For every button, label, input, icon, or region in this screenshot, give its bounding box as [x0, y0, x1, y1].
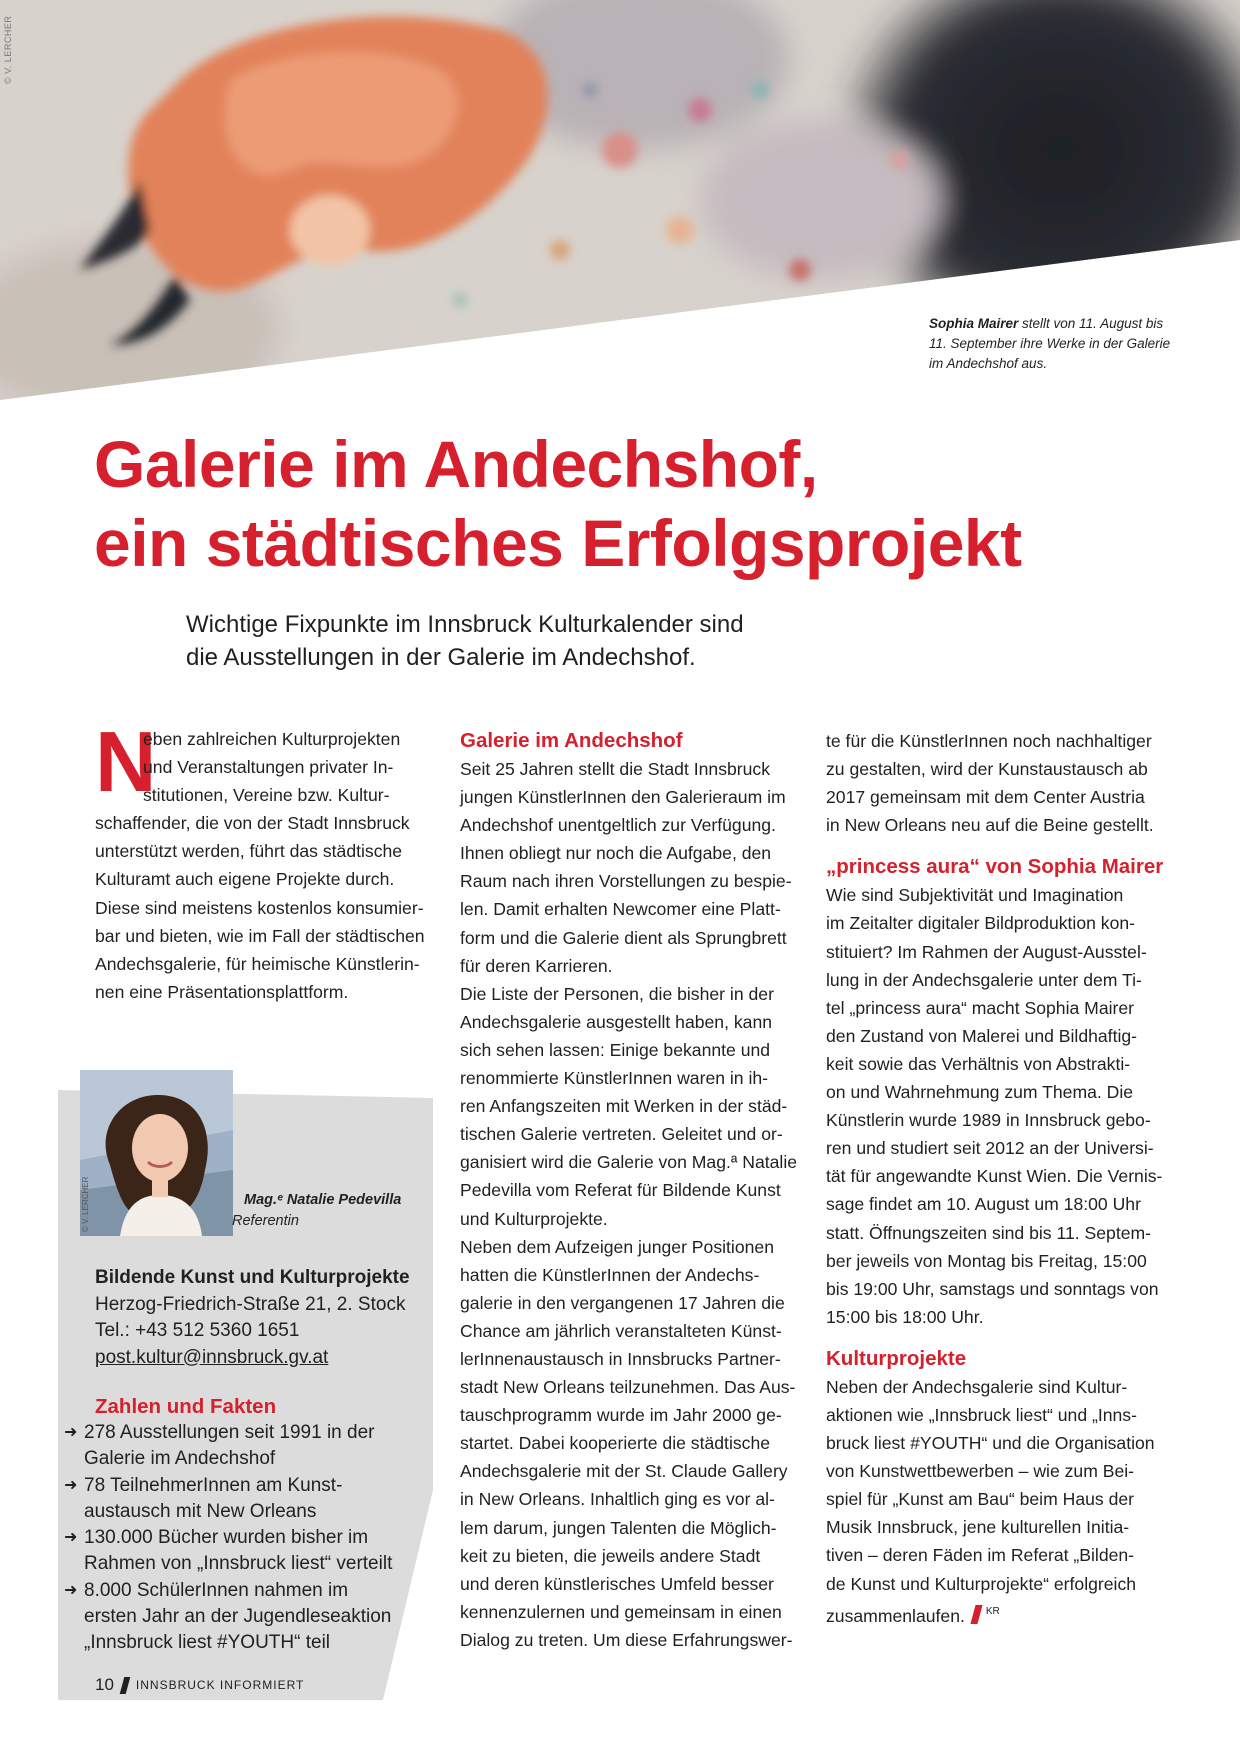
- headline-line: ein städtisches Erfolgsprojekt: [94, 506, 1022, 580]
- list-item: [64, 1473, 392, 1526]
- body-line: bruck liest #YOUTH“ und die Organisation: [826, 1433, 1155, 1454]
- intro-line: nen eine Präsentationsplattform.: [95, 981, 349, 1002]
- body-line: aktionen wie „Innsbruck liest“ und „Inns-: [826, 1404, 1137, 1425]
- body-line: kennenzulernen und gemeinsam in einen: [460, 1601, 782, 1622]
- body-line: Neben dem Aufzeigen junger Positionen: [460, 1236, 774, 1257]
- fact-line: austausch mit New Orleans: [84, 1500, 317, 1522]
- body-line: zu gestalten, wird der Kunstaustausch ab: [826, 759, 1148, 780]
- last-line-text: zusammenlaufen.: [826, 1605, 965, 1626]
- lead-line: die Ausstellungen in der Galerie im Andechshof.: [186, 644, 696, 671]
- body-line: Neben der Andechsgalerie sind Kultur-: [826, 1376, 1128, 1397]
- caption-line: stellt von 11. August bis: [1018, 316, 1164, 331]
- body-line: on und Wahrnehmung zum Thema. Die: [826, 1082, 1134, 1103]
- body-line: ber jeweils von Montag bis Freitag, 15:00: [826, 1250, 1147, 1271]
- body-line: tauschprogramm wurde im Jahr 2000 ge-: [460, 1405, 782, 1426]
- section-heading: Galerie im Andechshof: [460, 729, 683, 752]
- body-line: statt. Öffnungszeiten sind bis 11. Septem-: [826, 1222, 1152, 1243]
- page-number: 10: [95, 1675, 114, 1694]
- body-line: Andechsgalerie ausgestellt haben, kann: [460, 1011, 773, 1032]
- lead-line: Wichtige Fixpunkte im Innsbruck Kulturkalender sind: [186, 611, 744, 638]
- body-line: galerie in den vergangenen 17 Jahren die: [460, 1292, 785, 1313]
- contact-block: [95, 1265, 410, 1371]
- body-line: sage findet am 10. August um 18:00 Uhr: [826, 1194, 1141, 1215]
- list-item: [64, 1420, 392, 1473]
- body-line: stituiert? Im Rahmen der August-Ausstel-: [826, 941, 1147, 962]
- contact-phone: Tel.: +43 512 5360 1651: [95, 1320, 300, 1341]
- body-line: Ihnen obliegt nur noch die Aufgabe, den: [460, 843, 772, 864]
- intro-column: [95, 715, 425, 1006]
- body-line: Die Liste der Personen, die bisher in der: [460, 983, 774, 1004]
- fact-line: 278 Ausstellungen seit 1991 in der: [84, 1422, 375, 1443]
- contact-address: Herzog-Friedrich-Straße 21, 2. Stock: [95, 1293, 406, 1315]
- body-line: keit sowie das Verhältnis von Abstrakti-: [826, 1053, 1131, 1074]
- intro-line: Andechsgalerie, für heimische Künstlerin-: [95, 953, 420, 974]
- facts-list: [64, 1420, 392, 1657]
- intro-line: bar und bieten, wie im Fall der städtischen: [95, 925, 425, 946]
- body-line: von Kunstwettbewerben – wie zum Bei-: [826, 1461, 1135, 1482]
- fact-line: „Innsbruck liest #YOUTH“ teil: [84, 1632, 331, 1654]
- body-line: Chance am jährlich veranstalteten Künst-: [460, 1320, 782, 1341]
- body-line: tischen Galerie vertreten. Geleitet und or-: [460, 1124, 783, 1145]
- body-line: und deren künstlerisches Umfeld besser: [460, 1573, 774, 1594]
- caption-line: im Andechshof aus.: [929, 356, 1048, 371]
- body-line: Musik Innsbruck, jene kulturellen Initia-: [826, 1517, 1130, 1538]
- facts-heading: Zahlen und Fakten: [95, 1395, 277, 1418]
- body-line: jungen KünstlerInnen den Galerieraum im: [460, 787, 786, 808]
- body-line: 2017 gemeinsam mit dem Center Austria: [826, 787, 1145, 808]
- intro-line: Kulturamt auch eigene Projekte durch.: [95, 869, 395, 890]
- contact-email-link[interactable]: post.kultur@innsbruck.gv.at: [95, 1346, 329, 1368]
- article-headline: [94, 425, 1204, 583]
- list-item: [64, 1578, 392, 1657]
- body-line: in New Orleans neu auf die Beine gestellt.: [826, 815, 1154, 836]
- headline-line: Galerie im Andechshof,: [94, 427, 818, 501]
- article-column-2: [460, 727, 800, 1654]
- intro-line: unterstützt werden, führt das städtische: [95, 841, 403, 862]
- body-line: de Kunst und Kulturprojekte“ erfolgreich: [826, 1573, 1137, 1594]
- slash-icon: [120, 1677, 131, 1694]
- article-lead: [186, 608, 886, 674]
- body-line: sich sehen lassen: Einige bekannte und: [460, 1039, 771, 1060]
- body-line: bis 19:00 Uhr, samstags und sonntags von: [826, 1278, 1159, 1299]
- body-line: len. Damit erhalten Newcomer eine Platt-: [460, 899, 781, 920]
- fact-line: 8.000 SchülerInnen nahmen im: [84, 1579, 349, 1601]
- body-line: Pedevilla vom Referat für Bildende Kunst: [460, 1180, 781, 1201]
- body-line: ganisiert wird die Galerie von Mag.ª Natalie: [460, 1152, 798, 1173]
- fact-line: ersten Jahr an der Jugendleseaktion: [84, 1606, 392, 1628]
- photo-caption: [929, 314, 1179, 374]
- body-line: tiven – deren Fäden im Referat „Bilden-: [826, 1545, 1135, 1566]
- drop-cap: N: [95, 715, 157, 810]
- body-line: Seit 25 Jahren stellt die Stadt Innsbruck: [460, 759, 771, 779]
- author-initials: KR: [985, 1605, 1000, 1617]
- body-line: renommierte KünstlerInnen waren in ih-: [460, 1068, 769, 1089]
- person-role: Referentin: [232, 1213, 299, 1229]
- body-line: tät für angewandte Kunst Wien. Die Vernis-: [826, 1166, 1163, 1187]
- body-line: und Kulturprojekte.: [460, 1208, 608, 1229]
- body-line-last: [826, 1598, 1166, 1630]
- body-line: lerInnenaustausch in Innsbrucks Partner-: [460, 1348, 781, 1369]
- body-line: lung in der Andechsgalerie unter dem Ti-: [826, 969, 1142, 990]
- list-item: [64, 1525, 392, 1578]
- intro-line: und Veranstaltungen privater In-: [143, 757, 394, 778]
- arrow-right-icon: ➜: [64, 1476, 78, 1494]
- caption-line: 11. September ihre Werke in der Galerie: [929, 336, 1171, 351]
- section-heading: „princess aura“ von Sophia Mairer: [826, 855, 1164, 879]
- publication-name: INNSBRUCK INFORMIERT: [135, 1678, 305, 1692]
- body-line: 15:00 bis 18:00 Uhr.: [826, 1306, 984, 1327]
- body-line: für deren Karrieren.: [460, 955, 613, 976]
- section-heading: Kulturprojekte: [826, 1346, 967, 1370]
- fact-line: 130.000 Bücher wurden bisher im: [84, 1527, 369, 1549]
- end-mark-icon: [970, 1605, 982, 1624]
- contact-title: Bildende Kunst und Kulturprojekte: [95, 1267, 410, 1288]
- body-line: keit zu bieten, die jeweils andere Stadt: [460, 1545, 761, 1566]
- intro-line: eben zahlreichen Kulturprojekten: [143, 729, 401, 749]
- portrait-credit: © V. LERCHER: [81, 1176, 90, 1232]
- body-line: Künstlerin wurde 1989 in Innsbruck gebo-: [826, 1110, 1151, 1131]
- caption-artist-name: Sophia Mairer: [929, 316, 1019, 331]
- article-column-3: [826, 727, 1166, 1630]
- person-name: Mag.ᵉ Natalie Pedevilla: [244, 1192, 402, 1208]
- body-line: Andechsgalerie mit der St. Claude Gallery: [460, 1461, 788, 1482]
- body-line: Dialog zu treten. Um diese Erfahrungswer-: [460, 1629, 793, 1650]
- person-portrait-image: [80, 1070, 233, 1236]
- arrow-right-icon: ➜: [64, 1581, 78, 1599]
- arrow-right-icon: ➜: [64, 1424, 78, 1441]
- intro-line: stitutionen, Vereine bzw. Kultur-: [143, 785, 390, 806]
- body-line: Wie sind Subjektivität und Imagination: [826, 885, 1124, 906]
- body-line: te für die KünstlerInnen noch nachhaltiger: [826, 731, 1152, 751]
- body-line: tel „princess aura“ macht Sophia Mairer: [826, 997, 1135, 1018]
- intro-line: schaffender, die von der Stadt Innsbruck: [95, 813, 410, 834]
- page-footer: [95, 1675, 304, 1695]
- portrait-photo: [80, 1070, 233, 1236]
- body-line: Raum nach ihren Vorstellungen zu bespie-: [460, 871, 792, 892]
- body-line: spiel für „Kunst am Bau“ beim Haus der: [826, 1489, 1135, 1510]
- body-line: hatten die KünstlerInnen der Andechs-: [460, 1264, 760, 1285]
- body-line: Andechshof unentgeltlich zur Verfügung.: [460, 815, 776, 836]
- body-line: ren Anfangszeiten mit Werken in der städ-: [460, 1096, 788, 1117]
- body-line: im Zeitalter digitaler Bildproduktion kon-: [826, 913, 1136, 934]
- body-line: in New Orleans. Inhaltlich ging es vor al-: [460, 1489, 775, 1510]
- fact-line: Rahmen von „Innsbruck liest“ verteilt: [84, 1553, 393, 1575]
- fact-line: Galerie im Andechshof: [84, 1448, 276, 1470]
- arrow-right-icon: ➜: [64, 1529, 78, 1547]
- body-line: ren und studiert seit 2012 an der Universi-: [826, 1138, 1154, 1159]
- fact-line: 78 TeilnehmerInnen am Kunst-: [84, 1474, 343, 1496]
- body-line: startet. Dabei kooperierte die städtische: [460, 1433, 771, 1454]
- intro-line: Diese sind meistens kostenlos konsumier-: [95, 897, 424, 918]
- body-line: den Zustand von Malerei und Bildhaftig-: [826, 1025, 1138, 1046]
- body-line: form und die Galerie dient als Sprungbrett: [460, 927, 787, 948]
- body-line: lem darum, jungen Talenten die Möglich-: [460, 1517, 777, 1538]
- body-line: stadt New Orleans teilzunehmen. Das Aus-: [460, 1377, 796, 1398]
- photo-credit: © V. LERCHER: [3, 15, 13, 84]
